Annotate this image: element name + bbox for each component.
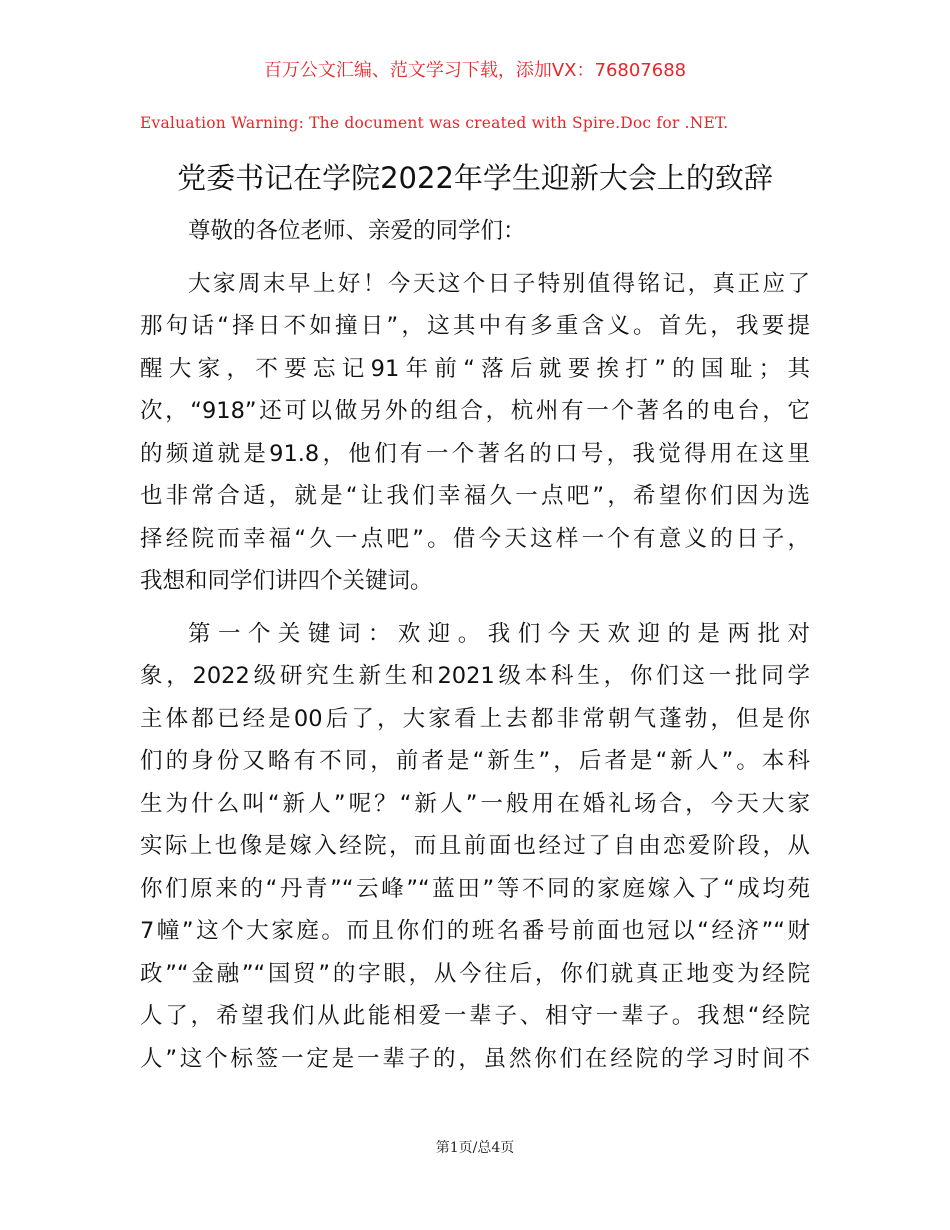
paragraph-line: 主体都已经是00后了，大家看上去都非常朝气蓬勃，但是你	[140, 705, 810, 732]
paragraph-line: 大家周末早上好！今天这个日子特别值得铭记，真正应了	[188, 270, 810, 297]
paragraph-line: 那句话“择日不如撞日”，这其中有多重含义。首先，我要提	[140, 313, 810, 339]
document-body	[140, 210, 810, 1080]
paragraph-line: 择经院而幸福“久一点吧”。借今天这样一个有意义的日子，	[140, 525, 810, 552]
salutation: 尊敬的各位老师、亲爱的同学们：	[188, 218, 526, 244]
paragraph-line: 实际上也像是嫁入经院，而且前面也经过了自由恋爱阶段，从	[140, 833, 810, 859]
paragraph-line: 政”“金融”“国贸”的字眼，从今往后，你们就真正地变为经院	[140, 960, 810, 987]
paragraph	[140, 263, 810, 603]
paragraph-line: 们的身份又略有不同，前者是“新生”，后者是“新人”。本科	[140, 748, 810, 774]
paragraph-line: 的频道就是91.8，他们有一个著名的口号，我觉得用在这里	[140, 440, 810, 467]
paragraph-line: 醒大家，不要忘记91年前“落后就要挨打”的国耻；其	[140, 355, 810, 382]
paragraph-line: 你们原来的“丹青”“云峰”“蓝田”等不同的家庭嫁入了“成均苑	[140, 875, 810, 902]
paragraph-line: 人”这个标签一定是一辈子的，虽然你们在经院的学习时间不	[140, 1045, 810, 1072]
paragraph-line: 第一个关键词：欢迎。我们今天欢迎的是两批对	[188, 620, 810, 647]
paragraph-line: 7幢”这个大家庭。而且你们的班名番号前面也冠以“经济”“财	[140, 918, 810, 944]
paragraph-line: 象，2022级研究生新生和2021级本科生，你们这一批同学	[140, 663, 810, 689]
paragraph	[140, 613, 810, 1081]
paragraph-line: 也非常合适，就是“让我们幸福久一点吧”，希望你们因为选	[140, 483, 810, 509]
document-title: 党委书记在学院2022年学生迎新大会上的致辞	[177, 161, 773, 195]
paragraph-line: 人了，希望我们从此能相爱一辈子、相守一辈子。我想“经院	[140, 1003, 810, 1029]
page-footer: 第1页/总4页	[435, 1140, 515, 1156]
paragraph-line: 生为什么叫“新人”呢？“新人”一般用在婚礼场合，今天大家	[140, 790, 810, 817]
paragraph-line: 我想和同学们讲四个关键词。	[140, 568, 433, 594]
evaluation-warning: Evaluation Warning: The document was created with Spire.Doc for .NET.	[140, 114, 729, 132]
paragraph-line: 次，“918”还可以做另外的组合，杭州有一个著名的电台，它	[140, 398, 810, 424]
header-banner: 百万公文汇编、范文学习下载，添加VX：76807688	[263, 60, 687, 81]
